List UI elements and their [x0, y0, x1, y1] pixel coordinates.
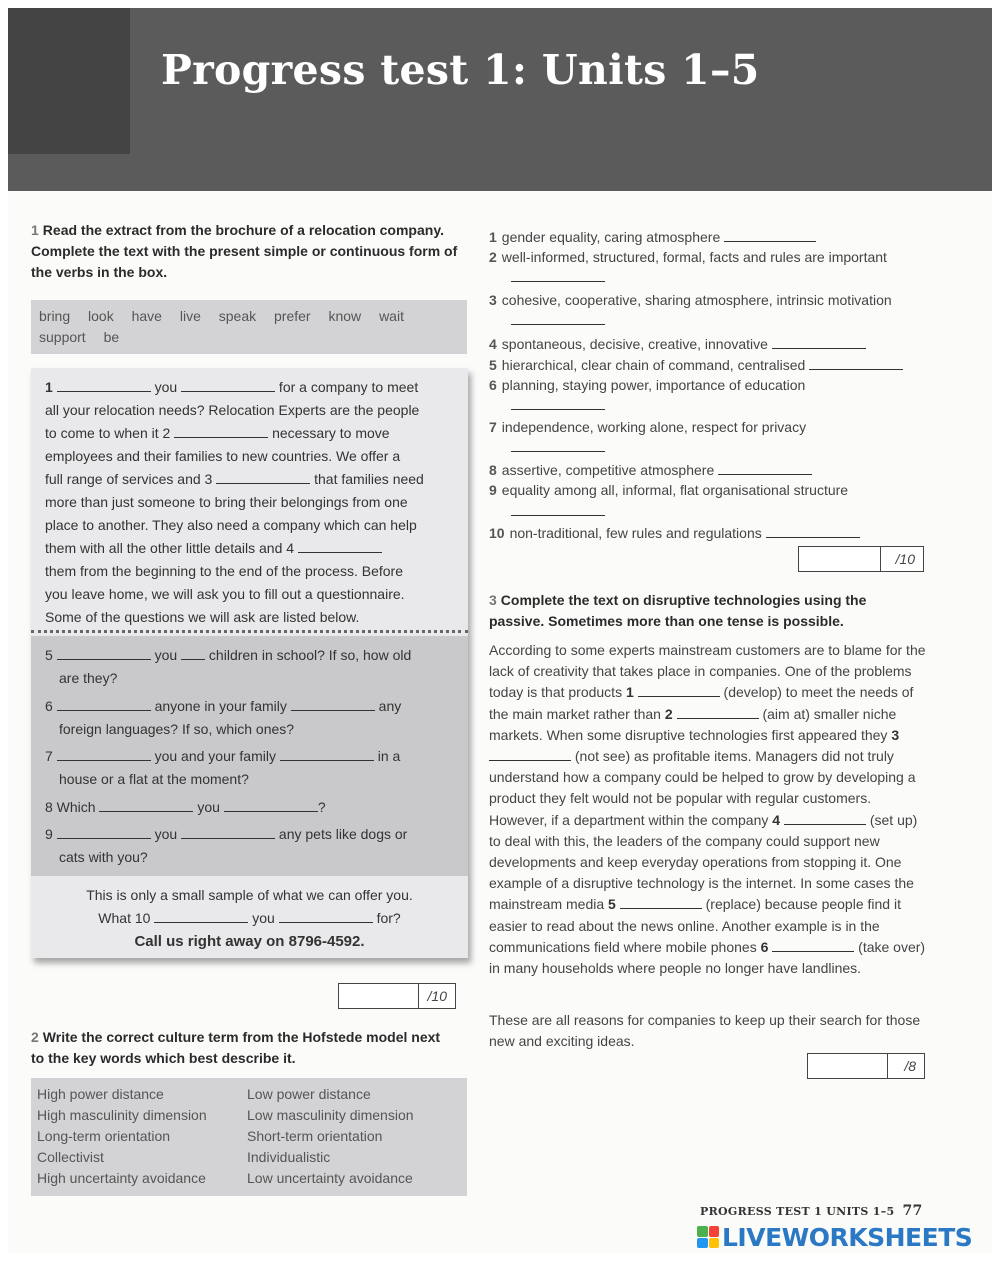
answer-blank[interactable]: [809, 356, 903, 370]
q1-instruction-text: Read the extract from the brochure of a relocation company. Complete the text with the present simple or continuous form of the verbs in the box.: [31, 222, 458, 280]
page-title: Progress test 1: Units 1–5: [161, 46, 760, 94]
verb-word: prefer: [274, 308, 311, 324]
answer-blank[interactable]: [298, 539, 382, 553]
questionnaire-section: [31, 636, 468, 876]
answer-blank[interactable]: [511, 502, 605, 516]
q2-score-input[interactable]: [799, 547, 881, 571]
liveworksheets-logo-icon: [697, 1226, 719, 1248]
answer-blank[interactable]: [181, 646, 205, 660]
answer-blank[interactable]: [280, 747, 374, 761]
q3-instruction: [489, 590, 909, 632]
answer-blank[interactable]: [677, 706, 759, 719]
answer-blank[interactable]: [489, 748, 571, 761]
answer-blank[interactable]: [154, 909, 248, 923]
verb-word: support: [39, 329, 86, 345]
q1-instruction: [31, 220, 469, 283]
answer-blank-line[interactable]: [511, 502, 605, 519]
q2-item-3: 3 cohesive, cooperative, sharing atmosphere, intrinsic motivation: [489, 292, 892, 308]
q2-item-2: 2 well-informed, structured, formal, facts and rules are important: [489, 249, 887, 265]
q3-instruction-text: Complete the text on disruptive technologies using the passive. Sometimes more than one tense is possible.: [489, 592, 867, 629]
q2-item-9: 9 equality among all, informal, flat organisational structure: [489, 482, 849, 498]
answer-blank[interactable]: [291, 697, 375, 711]
hofstede-terms-box: [31, 1078, 467, 1196]
q2-number: 2: [31, 1029, 39, 1045]
answer-blank[interactable]: [181, 378, 275, 392]
q1-score-box: /10: [338, 983, 456, 1009]
q3-score-box: /8: [807, 1053, 925, 1079]
answer-blank[interactable]: [57, 747, 151, 761]
q2-item-5: 5 hierarchical, clear chain of command, centralised: [489, 356, 903, 373]
answer-blank[interactable]: [57, 697, 151, 711]
question-5: 5 you children in school? If so, how old are they?: [45, 647, 412, 686]
answer-blank[interactable]: [638, 684, 720, 697]
q1-score-input[interactable]: [339, 984, 419, 1008]
q3-score-input[interactable]: [808, 1054, 888, 1078]
verb-word: wait: [379, 308, 404, 324]
page-header: [8, 8, 992, 191]
answer-blank[interactable]: [620, 896, 702, 909]
answer-blank[interactable]: [174, 424, 268, 438]
term: Individualistic: [247, 1149, 331, 1165]
brochure-intro-text: 1 you for a company to meet all your relocation needs? Relocation Experts are the people to come to when it 2 necessary to move employees and their families to new countries. We offer a full range of services and 3 that families need more than just someone to bring their belongings from one place to another. They also need a company which can help them with all the other little details and 4 them from the beginning to the end of the process. Before you leave home, we will ask you to fill out a questionnaire. Some of the questions we will ask are listed below.: [45, 379, 424, 625]
liveworksheets-watermark: [697, 1222, 972, 1252]
page-footer: [700, 1203, 923, 1219]
term: Low masculinity dimension: [247, 1107, 414, 1123]
q2-item-1: 1 gender equality, caring atmosphere: [489, 228, 816, 245]
answer-blank[interactable]: [279, 909, 373, 923]
watermark-text: LIVEWORKSHEETS: [722, 1222, 973, 1252]
q3-number: 3: [489, 592, 497, 608]
q2-item-4: 4 spontaneous, decisive, creative, innovative: [489, 335, 866, 352]
term: High uncertainty avoidance: [37, 1170, 206, 1186]
answer-blank[interactable]: [772, 335, 866, 349]
answer-blank[interactable]: [99, 798, 193, 812]
dotted-divider: [31, 630, 468, 633]
verb-word: look: [88, 308, 114, 324]
worksheet-page: [8, 8, 992, 1253]
term: Collectivist: [37, 1149, 104, 1165]
q2-score-box: /10: [798, 546, 924, 572]
q2-instruction: [31, 1027, 451, 1069]
answer-blank[interactable]: [511, 311, 605, 325]
answer-blank[interactable]: [784, 812, 866, 825]
q2-instruction-text: Write the correct culture term from the Hofstede model next to the key words which best describe it.: [31, 1029, 441, 1066]
answer-blank[interactable]: [511, 268, 605, 282]
answer-blank[interactable]: [724, 228, 816, 242]
question-7: 7 you and your family in a house or a flat at the moment?: [45, 748, 401, 787]
answer-blank[interactable]: [57, 378, 151, 392]
q3-closing-text: These are all reasons for companies to keep up their search for those new and exciting ideas.: [489, 1012, 921, 1050]
answer-blank[interactable]: [718, 461, 812, 475]
answer-blank[interactable]: [216, 470, 310, 484]
verb-word: speak: [218, 308, 257, 324]
terms-column-high: [37, 1084, 207, 1189]
q2-item-6: 6 planning, staying power, importance of education: [489, 377, 806, 393]
answer-blank[interactable]: [181, 825, 275, 839]
q3-text: According to some experts mainstream customers are to blame for the lack of creativity that takes place in companies. One of the problems today is that products 1 (develop) to meet the needs of the main market rather than 2 (aim at) smaller niche markets. When some disruptive technologies first appeared they 3 (not see) as profitable items. Managers did not truly understand how a company could be helped to grow by developing a product they felt would not be popular with regular customers. However, if a department within the company 4 (set up) to deal with this, the leaders of the company could support new developments and keep everyday operations from stopping it. One example of a disruptive technology is the internet. In some cases the mainstream media 5 (replace) because people find it easier to read about the news online. Another example is in the communications field where mobile phones 6 (take over) in many households where people no longer have landlines.: [489, 642, 926, 977]
page-number: 77: [902, 1203, 923, 1219]
answer-blank[interactable]: [511, 438, 605, 452]
footer-text: PROGRESS TEST 1 UNITS 1–5: [700, 1205, 895, 1218]
verb-box: [31, 300, 467, 354]
term: High masculinity dimension: [37, 1107, 207, 1123]
q2-item-7: 7 independence, working alone, respect for privacy: [489, 419, 807, 435]
term: Low uncertainty avoidance: [247, 1170, 413, 1186]
verb-word: bring: [39, 308, 71, 324]
left-column: [31, 220, 469, 1186]
verb-word: have: [131, 308, 162, 324]
answer-blank[interactable]: [766, 524, 860, 538]
term: Low power distance: [247, 1086, 371, 1102]
brochure-phone: Call us right away on 8796-4592.: [134, 933, 365, 950]
term: Long-term orientation: [37, 1128, 171, 1144]
answer-blank-line[interactable]: [511, 396, 605, 413]
question-6: 6 anyone in your family any foreign languages? If so, which ones?: [45, 698, 402, 737]
verb-word: be: [103, 329, 120, 345]
answer-blank[interactable]: [772, 939, 854, 952]
brochure-extract: [31, 368, 468, 958]
answer-blank[interactable]: [224, 798, 318, 812]
q1-number: 1: [31, 222, 39, 238]
brochure-footer: This is only a small sample of what we can offer you. What 10 you for? Call us right away on 8796-4592.: [31, 884, 468, 953]
term: High power distance: [37, 1086, 164, 1102]
terms-column-low: [247, 1084, 414, 1189]
q2-item-10: 10 non-traditional, few rules and regulations: [489, 524, 860, 541]
q2-item-8: 8 assertive, competitive atmosphere: [489, 461, 812, 478]
answer-blank-line[interactable]: [511, 438, 605, 455]
header-tab-decoration: [8, 8, 130, 154]
answer-blank-line[interactable]: [511, 311, 605, 328]
question-8: 8 Which you ?: [45, 799, 326, 815]
verb-word: know: [328, 308, 362, 324]
answer-blank-line[interactable]: [511, 268, 605, 285]
question-9: 9 you any pets like dogs or cats with you?: [45, 826, 408, 865]
verb-word: live: [179, 308, 201, 324]
answer-blank[interactable]: [57, 646, 151, 660]
term: Short-term orientation: [247, 1128, 383, 1144]
answer-blank[interactable]: [57, 825, 151, 839]
answer-blank[interactable]: [511, 396, 605, 410]
